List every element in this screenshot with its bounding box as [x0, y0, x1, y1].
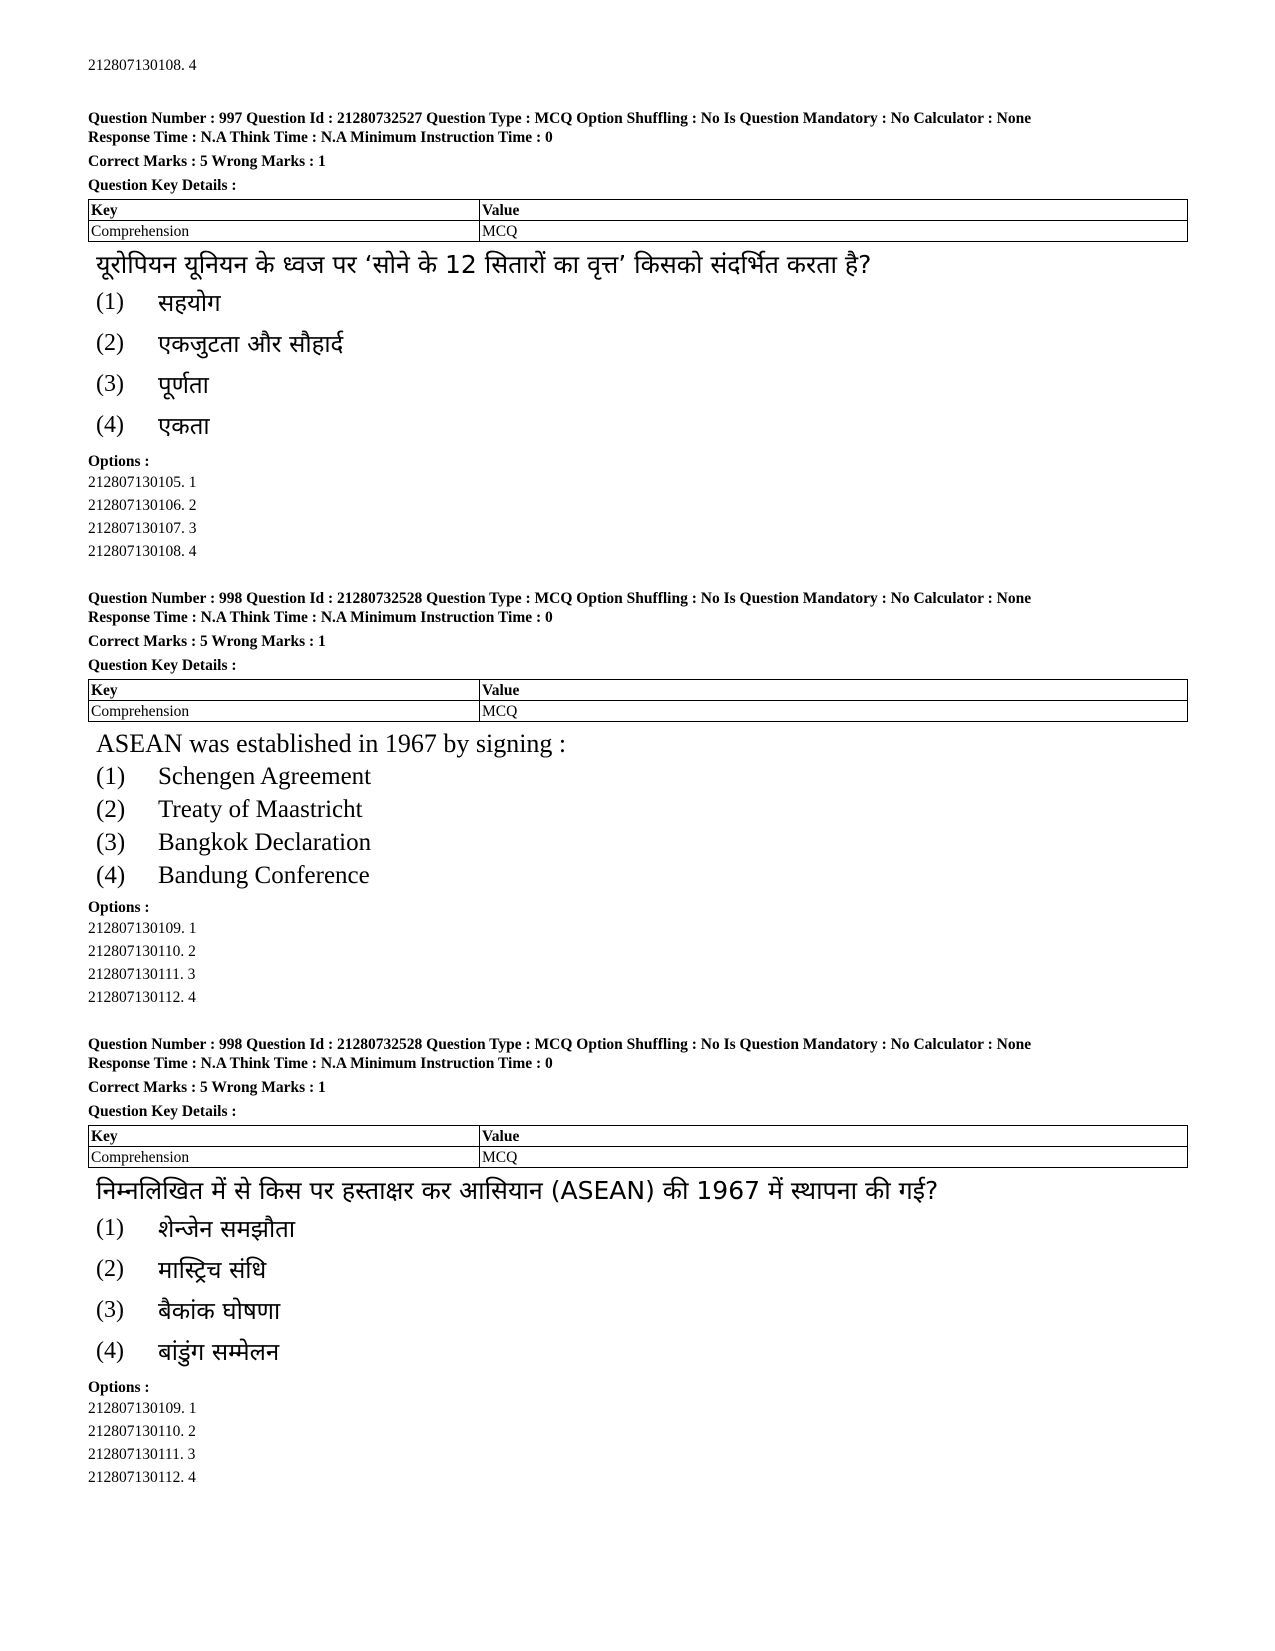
- option-code: 212807130109. 1: [88, 920, 197, 937]
- table-row: [89, 701, 1188, 722]
- table-header-row: [89, 680, 1188, 701]
- choice-text: Schengen Agreement: [158, 762, 372, 790]
- choice-item: [96, 282, 1188, 323]
- key-details-table: [88, 679, 1188, 722]
- key-details-label: Question Key Details :: [88, 1103, 237, 1120]
- choice-text: बैकांक घोषणा: [158, 1297, 281, 1325]
- choice-number: (1): [96, 1215, 124, 1241]
- choice-text: शेन्जेन समझौता: [158, 1215, 296, 1243]
- choice-text: Bangkok Declaration: [158, 828, 372, 856]
- question-meta-line-2: Response Time : N.A Think Time : N.A Minimum Instruction Time : 0: [88, 1055, 553, 1072]
- choice-text: पूर्णता: [158, 371, 209, 399]
- document-page: [88, 56, 1188, 1515]
- choice-item: [96, 405, 1188, 446]
- choice-item: [96, 793, 1188, 826]
- question-block-998-english: [88, 589, 1188, 1009]
- choice-text: एकता: [158, 412, 210, 440]
- option-code: 212807130108. 4: [88, 543, 197, 560]
- choice-item: [96, 364, 1188, 405]
- choice-text: मास्ट्रिच संधि: [158, 1256, 267, 1284]
- choice-number: (4): [96, 861, 126, 889]
- marks-line: Correct Marks : 5 Wrong Marks : 1: [88, 1079, 326, 1096]
- question-text: ASEAN was established in 1967 by signing :: [96, 729, 567, 758]
- option-code: 212807130107. 3: [88, 520, 197, 537]
- table-header-value: Value: [480, 200, 1188, 221]
- choice-text: सहयोग: [158, 289, 221, 317]
- options-label: Options :: [88, 1379, 150, 1396]
- choice-item: [96, 826, 1188, 859]
- marks-line: Correct Marks : 5 Wrong Marks : 1: [88, 633, 326, 650]
- question-meta-line-2: Response Time : N.A Think Time : N.A Minimum Instruction Time : 0: [88, 609, 553, 626]
- key-details-label: Question Key Details :: [88, 657, 237, 674]
- choice-number: (2): [96, 795, 126, 823]
- options-label: Options :: [88, 453, 150, 470]
- choice-item: [96, 1331, 1188, 1372]
- choice-item: [96, 1208, 1188, 1249]
- option-code: 212807130109. 1: [88, 1400, 197, 1417]
- key-details-label: Question Key Details :: [88, 177, 237, 194]
- question-meta-line-1: Question Number : 998 Question Id : 21280732528 Question Type : MCQ Option Shuffling : No Is Question Mandatory : No Calculator : None: [88, 590, 1032, 607]
- table-row: [89, 221, 1188, 242]
- prev-option-code: 212807130108. 4: [88, 57, 197, 74]
- option-code: 212807130111. 3: [88, 966, 196, 983]
- table-header-value: Value: [480, 680, 1188, 701]
- choice-number: (3): [96, 828, 126, 856]
- question-content: [96, 728, 1188, 892]
- question-content: [96, 248, 1188, 446]
- table-header-row: [89, 200, 1188, 221]
- table-cell-value: MCQ: [480, 701, 1188, 722]
- option-code: 212807130111. 3: [88, 1446, 196, 1463]
- option-code: 212807130106. 2: [88, 497, 197, 514]
- question-meta-line-1: Question Number : 998 Question Id : 21280732528 Question Type : MCQ Option Shuffling : No Is Question Mandatory : No Calculator : None: [88, 1036, 1032, 1053]
- key-details-table: [88, 199, 1188, 242]
- question-meta-line-1: Question Number : 997 Question Id : 21280732527 Question Type : MCQ Option Shuffling : No Is Question Mandatory : No Calculator : None: [88, 110, 1032, 127]
- table-cell-value: MCQ: [480, 1147, 1188, 1168]
- table-cell-key: Comprehension: [89, 1147, 480, 1168]
- choice-number: (3): [96, 371, 124, 397]
- option-code: 212807130110. 2: [88, 943, 196, 960]
- table-header-key: Key: [89, 1126, 480, 1147]
- choice-item: [96, 760, 1188, 793]
- question-content: [96, 1174, 1188, 1372]
- choice-number: (4): [96, 1338, 124, 1364]
- option-code: 212807130110. 2: [88, 1423, 196, 1440]
- choice-text: एकजुटता और सौहार्द: [158, 330, 344, 358]
- choice-number: (1): [96, 762, 126, 790]
- choice-number: (4): [96, 412, 124, 438]
- question-text: निम्नलिखित में से किस पर हस्ताक्षर कर आसियान (ASEAN) की 1967 में स्थापना की गई?: [96, 1176, 939, 1205]
- option-code: 212807130105. 1: [88, 474, 197, 491]
- choice-item: [96, 1290, 1188, 1331]
- option-code: 212807130112. 4: [88, 989, 196, 1006]
- choice-text: Bandung Conference: [158, 861, 370, 889]
- question-block-997: [88, 109, 1188, 563]
- marks-line: Correct Marks : 5 Wrong Marks : 1: [88, 153, 326, 170]
- choice-item: [96, 323, 1188, 364]
- table-header-value: Value: [480, 1126, 1188, 1147]
- choice-text: Treaty of Maastricht: [158, 795, 363, 823]
- table-row: [89, 1147, 1188, 1168]
- table-cell-key: Comprehension: [89, 221, 480, 242]
- choice-number: (3): [96, 1297, 124, 1323]
- table-header-key: Key: [89, 200, 480, 221]
- question-block-998-hindi: [88, 1035, 1188, 1489]
- table-header-key: Key: [89, 680, 480, 701]
- option-code: 212807130112. 4: [88, 1469, 196, 1486]
- table-header-row: [89, 1126, 1188, 1147]
- choice-text: बांडुंग सम्मेलन: [158, 1338, 280, 1366]
- choice-number: (2): [96, 330, 124, 356]
- options-label: Options :: [88, 899, 150, 916]
- choice-number: (2): [96, 1256, 124, 1282]
- question-meta-line-2: Response Time : N.A Think Time : N.A Minimum Instruction Time : 0: [88, 129, 553, 146]
- table-cell-value: MCQ: [480, 221, 1188, 242]
- choice-item: [96, 1249, 1188, 1290]
- question-text: यूरोपियन यूनियन के ध्वज पर ‘सोने के 12 सितारों का वृत्त’ किसको संदर्भित करता है?: [96, 250, 872, 279]
- table-cell-key: Comprehension: [89, 701, 480, 722]
- choice-number: (1): [96, 289, 124, 315]
- choice-item: [96, 859, 1188, 892]
- key-details-table: [88, 1125, 1188, 1168]
